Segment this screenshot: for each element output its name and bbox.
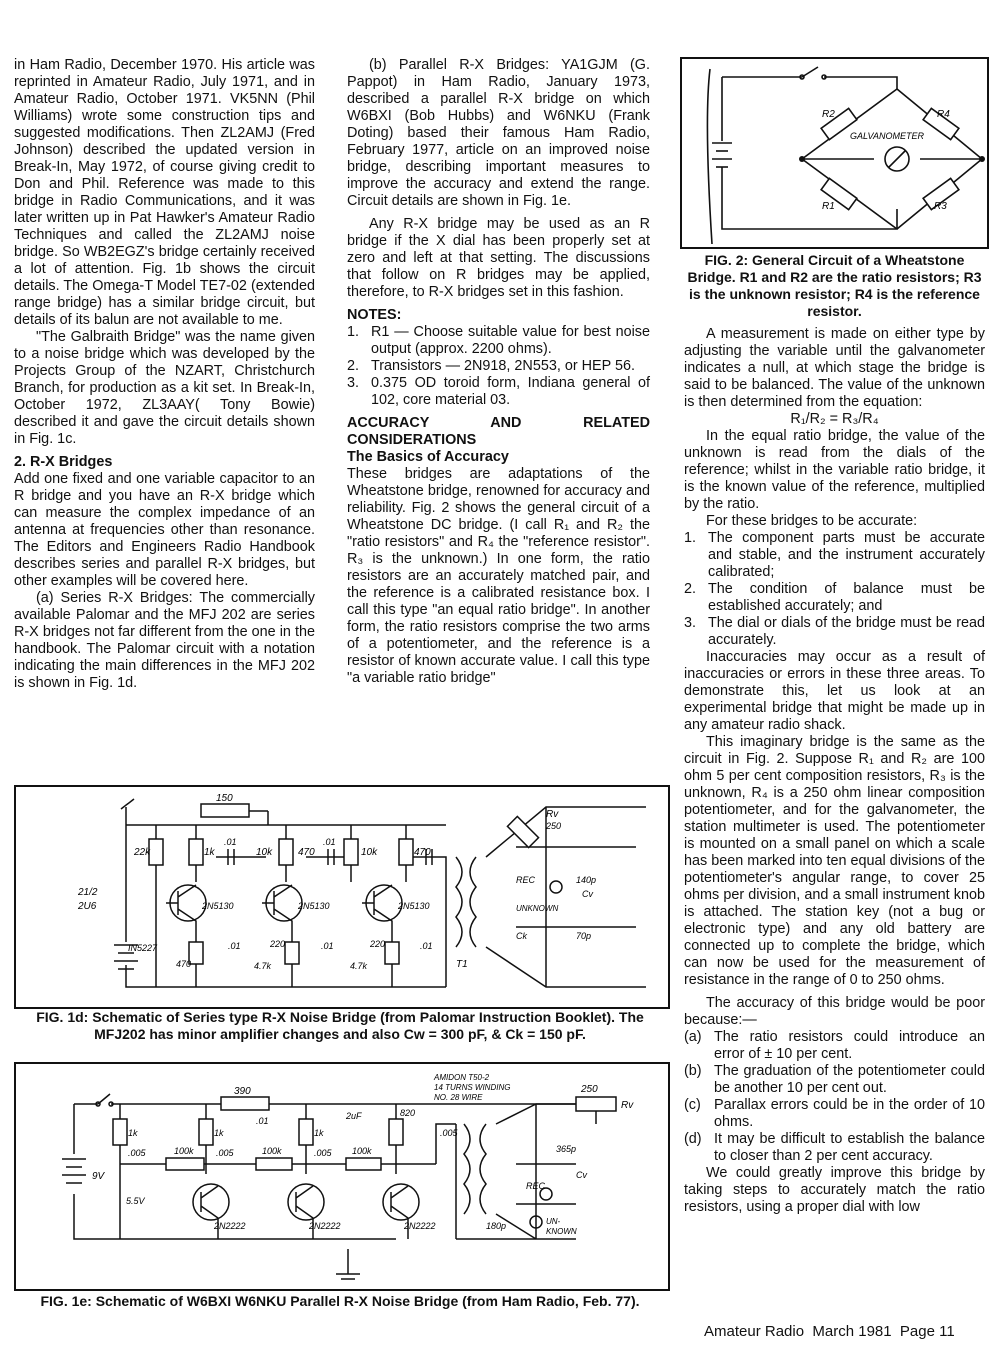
- paragraph: "The Galbraith Bridge" was the name given to a noise bridge which was developed by the Projects Group of the NZART, Christchurch Branch, for production as a kit set. In Break-In, October 1972, ZL3AAY( Tony Bowie) described it and gave the circuit details shown in Fig. 1c.: [14, 329, 315, 447]
- schematic-label: 180p: [486, 1221, 507, 1231]
- schematic-label: 250: [581, 1084, 598, 1095]
- schematic-label: 2N2222: [309, 1221, 341, 1231]
- schematic-label: .01: [420, 941, 433, 951]
- schematic-label: .005: [216, 1148, 234, 1158]
- column-1: [14, 57, 315, 692]
- schematic-label: 150: [216, 793, 233, 804]
- paragraph: The accuracy of this bridge would be poor because:—: [684, 995, 985, 1028]
- fig2-figure: [680, 57, 989, 249]
- schematic-label: 470: [414, 847, 431, 858]
- paragraph: For these bridges to be accurate:: [706, 513, 918, 529]
- label-galvanometer: GALVANOMETER: [850, 131, 925, 141]
- schematic-label: .01: [321, 941, 334, 951]
- fig2-caption: FIG. 2: General Circuit of a Wheatstone Bridge. R1 and R2 are the ratio resistors; R3 is the unknown resistor; R4 is the reference resistor.: [687, 252, 982, 319]
- schematic-label: 2N5130: [202, 901, 234, 911]
- schematic-label: 2uF: [346, 1111, 362, 1121]
- schematic-label: UNKNOWN: [516, 904, 559, 913]
- label-r1: R1: [822, 201, 835, 212]
- schematic-label: .01: [323, 837, 336, 847]
- paragraph: These bridges are adaptations of the Wheatstone bridge, renowned for accuracy and reliability. Fig. 2 shows the general circuit of a Wheatstone DC bridge. (I call R₁ and R₂ the "ratio resistors" and R₄ the "reference resistor". R₃ is the unknown.) In one form, the ratio resistors are an accurately matched pair, and the reference is a calibrated resistance box. I call this type "an equal ratio bridge". In another form, the ratio resistors comprise the two arms of a potentiometer, and the reference is a resistor of known accurate value. I call this type "a variable ratio bridge": [347, 466, 650, 686]
- list-item: 3. The dial or dials of the bridge must be read accurately.: [684, 615, 985, 648]
- series-bridge-schematic: [16, 787, 668, 1007]
- schematic-label: 250: [546, 821, 562, 831]
- page-footer: Amateur Radio March 1981 Page 11: [704, 1323, 955, 1340]
- list-item: (b) The graduation of the potentiometer could be another 10 per cent out.: [684, 1063, 985, 1096]
- wheatstone-schematic: [682, 59, 987, 247]
- list-item: 1. R1 — Choose suitable value for best noise output (approx. 2200 ohms).: [347, 324, 650, 357]
- paragraph: (a) Series R-X Bridges: The commercially available Palomar and the MFJ 202 are series R-X bridges not far different from the one in the handbook. The Palomar circuit with a notation indicating the main differences in the MFJ 202 is shown in Fig. 1d.: [14, 590, 315, 691]
- paragraph: (b) Parallel R-X Bridges: YA1GJM (G. Pappot) in Ham Radio, January 1973, described a parallel R-X bridge on which W6BXI (Bob Hubbs) and W6NKU (Frank Doting) based their famous Ham Radio, February 1977, article on an improved noise bridge, describing important measures to improve the accuracy and extend the range. Circuit details are shown in Fig. 1e.: [347, 57, 650, 209]
- list-item: 2. The condition of balance must be established accurately; and: [684, 581, 985, 614]
- subsection-heading: The Basics of Accuracy: [347, 449, 509, 465]
- paragraph: In the equal ratio bridge, the value of the unknown is read from the dials of the reference; whilst in the variable ratio bridge, it is the known value of the reference, multiplied by the ratio.: [684, 428, 985, 512]
- schematic-label: 70p: [576, 931, 592, 941]
- schematic-label: 2U6: [78, 901, 97, 912]
- list-item: (d) It may be difficult to establish the balance to closer than 2 per cent accuracy.: [684, 1131, 985, 1164]
- schematic-label: 4.7k: [254, 961, 272, 971]
- schematic-label: 100k: [174, 1146, 194, 1156]
- schematic-label: KNOWN: [546, 1227, 577, 1236]
- schematic-label: REC: [526, 1181, 546, 1191]
- schematic-label: 100k: [262, 1146, 282, 1156]
- fig1e-caption: FIG. 1e: Schematic of W6BXI W6NKU Parallel R-X Noise Bridge (from Ham Radio, Feb. 77).: [40, 1293, 640, 1309]
- list-item: 3. 0.375 OD toroid form, Indiana general of 102, core material 03.: [347, 375, 650, 408]
- list-item: 1. The component parts must be accurate and stable, and the instrument accurately calibrated;: [684, 530, 985, 580]
- schematic-label: 2N2222: [404, 1221, 436, 1231]
- paragraph: We could greatly improve this bridge by taking steps to accurately match the ratio resistors, using a proper dial with low: [684, 1165, 985, 1215]
- schematic-label: 2N5130: [298, 901, 330, 911]
- schematic-label: 14 TURNS WINDING: [434, 1083, 511, 1092]
- schematic-label: 220: [370, 939, 386, 949]
- accuracy-list: [684, 530, 985, 649]
- schematic-label: NO. 28 WIRE: [434, 1093, 483, 1102]
- schematic-label: T1: [456, 959, 468, 970]
- equation: R₁/R₂ = R₃/R₄: [790, 411, 879, 427]
- label-r2: R2: [822, 109, 835, 120]
- schematic-label: .01: [228, 941, 241, 951]
- schematic-label: Rv: [621, 1100, 634, 1111]
- schematic-label: .01: [256, 1116, 269, 1126]
- schematic-label: 9V: [92, 1171, 105, 1182]
- list-item: 2. Transistors — 2N918, 2N553, or HEP 56.: [347, 358, 635, 374]
- schematic-label: 5.5V: [126, 1196, 145, 1206]
- schematic-label: 100k: [352, 1146, 372, 1156]
- list-item: (c) Parallax errors could be in the order of 10 ohms.: [684, 1097, 985, 1130]
- column-3: [684, 252, 985, 1216]
- schematic-label: UN-: [546, 1217, 561, 1226]
- schematic-label: 1k: [314, 1128, 324, 1138]
- schematic-label: 10k: [361, 847, 378, 858]
- schematic-label: 390: [234, 1086, 251, 1097]
- label-r4: R4: [937, 109, 950, 120]
- fig1d-figure: [14, 785, 670, 1009]
- schematic-label: 470: [298, 847, 315, 858]
- schematic-label: 820: [400, 1108, 416, 1118]
- schematic-label: Cv: [582, 889, 593, 899]
- schematic-label: REC: [516, 875, 536, 885]
- schematic-label: Ck: [516, 931, 527, 941]
- notes-heading: NOTES:: [347, 307, 402, 323]
- schematic-label: 4.7k: [350, 961, 368, 971]
- schematic-label: .01: [224, 837, 237, 847]
- schematic-label: Cv: [576, 1170, 587, 1180]
- paragraph: A measurement is made on either type by adjusting the variable until the galvanometer indicates a null, at which stage the bridge is said to be balanced. The value of the unknown is then determined from the equation:: [684, 326, 985, 410]
- schematic-label: 220: [270, 939, 286, 949]
- schematic-label: 1k: [204, 847, 215, 858]
- schematic-label: .005: [440, 1128, 458, 1138]
- schematic-label: Rv: [546, 809, 559, 820]
- list-item: (a) The ratio resistors could introduce an error of ± 10 per cent.: [684, 1029, 985, 1062]
- paragraph: Add one fixed and one variable capacitor to an R bridge and you have an R-X bridge which can measure the complex impedance of an antenna at frequencies other than resonance. The Editors and Engineers Radio Handbook describes series and parallel R-X bridges, but other examples will be covered here.: [14, 471, 315, 589]
- schematic-label: 10k: [256, 847, 273, 858]
- column-2: [347, 57, 650, 687]
- schematic-label: 1k: [214, 1128, 224, 1138]
- schematic-label: AMIDON T50-2: [434, 1073, 490, 1082]
- section-heading: 2. R-X Bridges: [14, 454, 113, 470]
- fig1d-caption: FIG. 1d: Schematic of Series type R-X Noise Bridge (from Palomar Instruction Booklet). The MFJ202 has minor amplifier changes and also Cw = 300 pF, & Ck = 150 pF.: [36, 1009, 644, 1042]
- schematic-label: 2N5130: [398, 901, 430, 911]
- parallel-bridge-schematic: [16, 1064, 668, 1289]
- error-list: [684, 1029, 985, 1165]
- fig1e-figure: [14, 1062, 670, 1291]
- label-r3: R3: [934, 201, 947, 212]
- paragraph: This imaginary bridge is the same as the circuit in Fig. 2. Suppose R₁ and R₂ are 100 ohm 5 per cent composition resistors, R₃ is the unknown, R₄ is a 250 ohm linear composition potentiometer, and for the galvanometer, the station multimeter is used. The potentiometer is mounted on a small panel on which a scale has been marked into ten equal divisions of the potentiometer's angular range, to cover 25 ohms per division, and a small instrument knob is attached. The station key (not a bug or electronic type) and any old battery are connected up to complete the bridge, which can now be used for the measurement of resistance in the range of 0 to 250 ohms.: [684, 734, 985, 988]
- paragraph: Inaccuracies may occur as a result of inaccuracies or errors in these three areas. To demonstrate this, let us look at an experimental bridge that might be made up in any amateur radio shack.: [684, 649, 985, 733]
- section-heading: ACCURACY AND RELATED CONSIDERATIONS: [347, 415, 650, 448]
- schematic-label: 1k: [128, 1128, 138, 1138]
- schematic-label: IN5227: [128, 943, 158, 953]
- paragraph: Any R-X bridge may be used as an R bridge if the X dial has been properly set at zero and left at that setting. The discussions that follow on R bridges may be applied, therefore, to R-X bridges set in this fashion.: [347, 216, 650, 300]
- schematic-label: .005: [128, 1148, 146, 1158]
- schematic-label: 140p: [576, 875, 597, 885]
- schematic-label: 21/2: [78, 887, 98, 898]
- notes-list: [347, 324, 650, 409]
- schematic-label: 22k: [134, 847, 151, 858]
- schematic-label: 470: [176, 959, 192, 969]
- schematic-label: 365p: [556, 1144, 577, 1154]
- paragraph: in Ham Radio, December 1970. His article was reprinted in Amateur Radio, July 1971, and in Amateur Radio, October 1971. VK5NN (Phil Williams) wrote some construction tips and suggested modifications. Then ZL2AMJ (Fred Johnson) described the updated version in Break-In, May 1972, of course giving credit to Don and Phil. Reference was made to this bridge in Radio Communications, and it was later written up in Pat Hawker's Amateur Radio Techniques and called the ZL2AMJ noise bridge. So WB2EGZ's bridge certainly received a lot of attention. Fig. 1b shows the circuit details. The Omega-T Model TE7-02 (extended range bridge) has a similar bridge circuit, but details of its balun are not available to me.: [14, 57, 315, 328]
- schematic-label: 2N2222: [214, 1221, 246, 1231]
- schematic-label: .005: [314, 1148, 332, 1158]
